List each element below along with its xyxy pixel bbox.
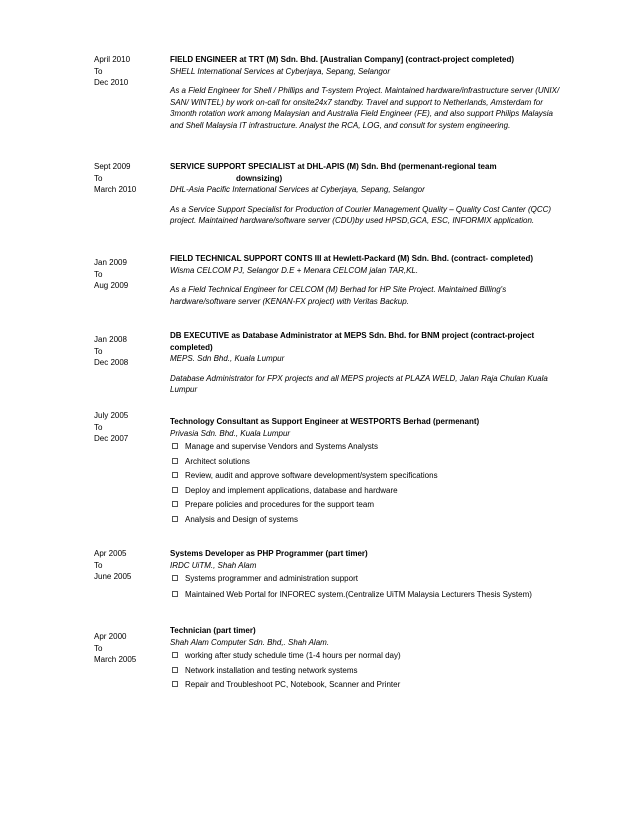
date-to-label: To [94,66,103,76]
checkbox-bullet-icon [172,443,178,449]
list-item: working after study schedule time (1-4 hours per normal day) [170,650,562,665]
checkbox-bullet-icon [172,458,178,464]
list-item: Deploy and implement applications, database and hardware [170,485,562,500]
date-range [94,257,160,292]
checkbox-bullet-icon [172,652,178,658]
job-title: DB EXECUTIVE as Database Administrator at MEPS Sdn. Bhd. for BNM project (contract-project completed) [170,331,535,352]
date-from: April 2010 [94,55,131,64]
date-to-label: To [94,560,103,570]
date-range [94,410,160,445]
job-description: As a Service Support Specialist for Production of Courier Management Quality – Quality Cost Canter (QCC) project. Maintained hardware/software server (CDU)by used HPSD,GCA, ESC, INFORMIX application. [170,204,552,225]
entry-content [170,253,562,307]
job-description: As a Field Engineer for Shell / Phillips and T-system Project. Maintained hardware/infrastructure server (UNIX/ SAN/ WINTEL) by work on-call for onsite24x7 standby. Travel and support to Netherlands, Amsterdam for 3month rotation work among Malaysian and Australia Field Engineer (FE), and also support Philips Malaysia and Shell Malaysia IT infrastructure. Analyst the RCA, LOG, and consult for system engineering. [170,86,560,130]
date-to-label: To [94,643,103,653]
list-item: Manage and supervise Vendors and Systems Analysts [170,441,562,456]
date-range [94,631,160,666]
list-item: Repair and Troubleshoot PC, Notebook, Scanner and Printer [170,679,562,694]
job-description: As a Field Technical Engineer for CELCOM (M) Berhad for HP Site Project. Maintained Billing's hardware/software server (KENAN-FX project) with Veritas Backup. [170,285,507,306]
entry-content [170,54,562,131]
entry-content [170,625,562,694]
job-title: Systems Developer as PHP Programmer (part timer) [170,549,368,558]
list-item: Architect solutions [170,456,562,471]
job-title: Technician (part timer) [170,626,256,635]
date-to: Dec 2010 [94,78,129,87]
job-title: FIELD ENGINEER at TRT (M) Sdn. Bhd. [Australian Company] (contract-project completed) [170,55,515,64]
list-item: Network installation and testing network systems [170,665,562,680]
responsibility-list [170,650,562,694]
job-description: Database Administrator for FPX projects and all MEPS projects at PLAZA WELD, Jalan Raja Chulan Kuala Lumpur [170,373,548,394]
entry-content [170,416,562,528]
responsibility-list [170,441,562,528]
entry-content [170,548,562,604]
job-title: FIELD TECHNICAL SUPPORT CONTS III at Hewlett-Packard (M) Sdn. Bhd. (contract- completed) [170,254,533,263]
company-name: Wisma CELCOM PJ, Selangor D.E + Menara CELCOM jalan TAR,KL. [170,265,419,275]
checkbox-bullet-icon [172,575,178,581]
responsibility-list [170,573,562,604]
date-to: Dec 2008 [94,358,129,367]
date-from: Apr 2005 [94,549,127,558]
company-name: DHL-Asia Pacific International Services at Cyberjaya, Sepang, Selangor [170,185,425,194]
company-name: Privasia Sdn. Bhd., Kuala Lumpur [170,428,291,438]
date-from: Sept 2009 [94,162,131,171]
date-range [94,548,160,583]
date-to: June 2005 [94,572,132,581]
date-from: Jan 2009 [94,258,127,267]
date-to-label: To [94,346,103,356]
date-to-label: To [94,173,103,183]
list-item: Review, audit and approve software development/system specifications [170,470,562,485]
checkbox-bullet-icon [172,487,178,493]
date-range [94,334,160,369]
checkbox-bullet-icon [172,472,178,478]
entry-content [170,330,562,396]
job-title-continued: downsizing) [236,173,283,183]
list-item: Analysis and Design of systems [170,514,562,529]
checkbox-bullet-icon [172,591,178,597]
job-title: Technology Consultant as Support Engineer at WESTPORTS Berhad (permenant) [170,417,480,426]
company-name: Shah Alam Computer Sdn. Bhd,. Shah Alam. [170,637,330,647]
company-name: SHELL International Services at Cyberjaya, Sepang, Selangor [170,66,390,76]
company-name: IRDC UiTM., Shah Alam [170,560,257,570]
date-to-label: To [94,422,103,432]
date-range [94,161,160,196]
job-title: SERVICE SUPPORT SPECIALIST at DHL-APIS (M) Sdn. Bhd (permenant-regional team [170,162,497,171]
list-item: Maintained Web Portal for INFOREC system.(Centralize UiTM Malaysia Lecturers Thesis System) [170,589,562,605]
date-from: July 2005 [94,411,129,420]
list-item: Prepare policies and procedures for the support team [170,499,562,514]
checkbox-bullet-icon [172,667,178,673]
checkbox-bullet-icon [172,501,178,507]
date-to: Dec 2007 [94,434,129,443]
list-item: Systems programmer and administration support [170,573,562,589]
checkbox-bullet-icon [172,681,178,687]
date-from: Apr 2000 [94,632,127,641]
date-to: March 2010 [94,185,137,194]
company-name: MEPS. Sdn Bhd., Kuala Lumpur [170,354,285,363]
entry-content [170,161,562,227]
date-to: March 2005 [94,655,137,664]
date-to: Aug 2009 [94,281,129,290]
checkbox-bullet-icon [172,516,178,522]
date-from: Jan 2008 [94,335,127,344]
date-to-label: To [94,269,103,279]
date-range [94,54,160,89]
